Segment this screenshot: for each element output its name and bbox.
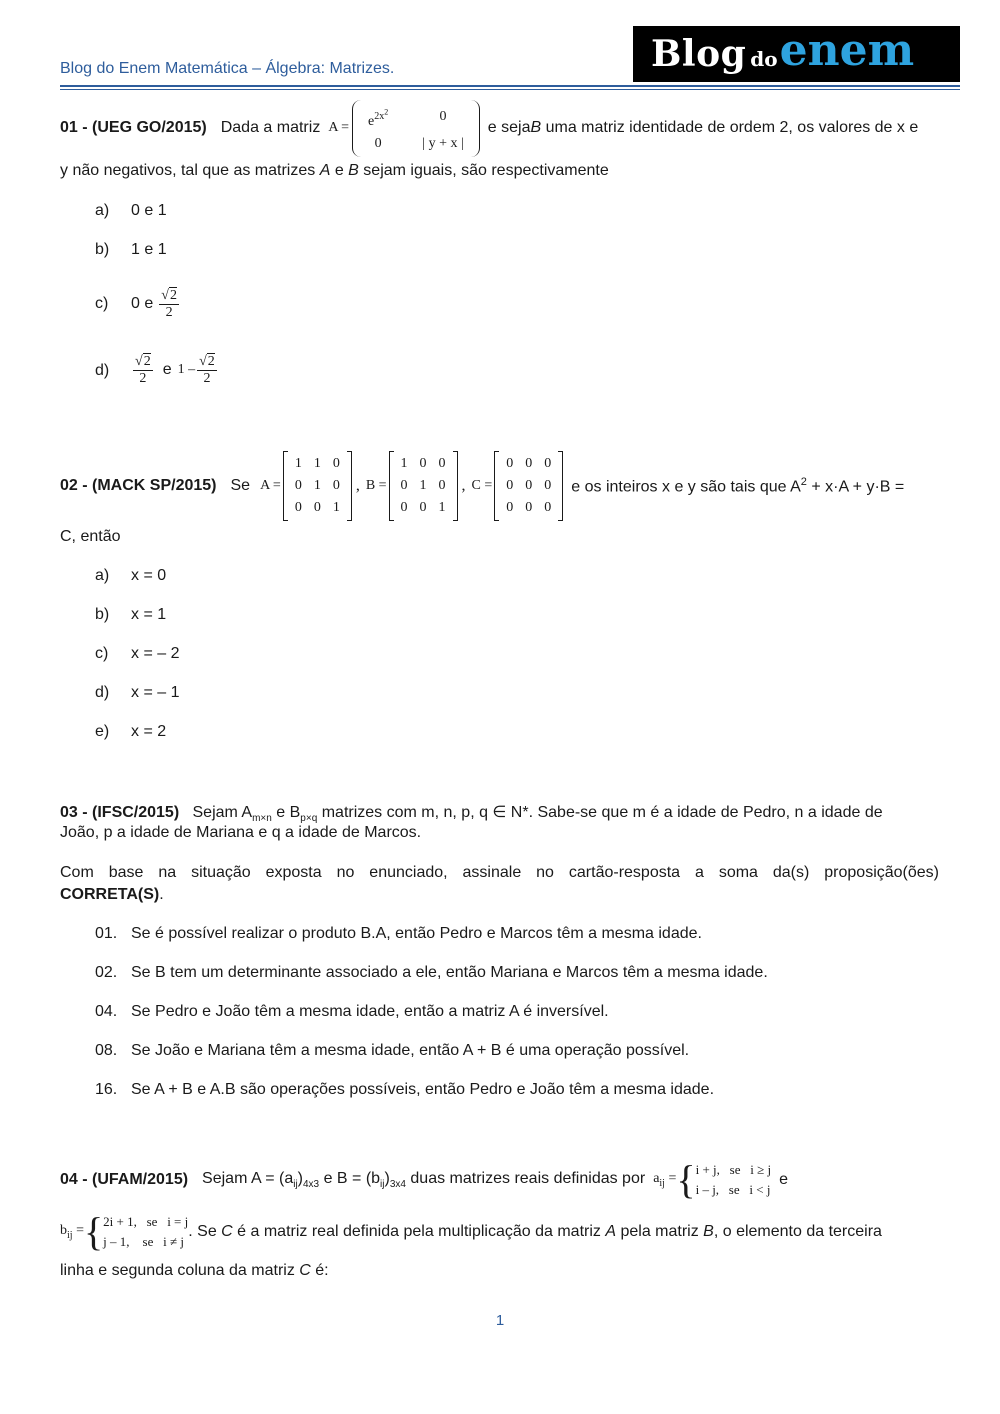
q2-tag: 02 - (MACK SP/2015) [60,477,217,494]
q1-statement-line1 [60,104,960,152]
q4-text-2: . Se C é a matriz real definida pela multiplicação da matriz A pela matriz B, o elemento da terceira [188,1223,882,1240]
q1-option-c-fraction: $\frac{√2}{2}$ [161,288,177,320]
q4-statement-line2 [60,1208,882,1256]
q3-prop-04-text[interactable]: Se Pedro e João têm a mesma idade, então a matriz A é inversível. [131,1003,609,1020]
q1-tag: 01 - (UEG GO/2015) [60,119,207,136]
q1-b-var: B [530,119,542,136]
q1-matrix-label: A = [328,120,350,135]
q1-m12: 0 [439,109,447,124]
q1-intro: Dada a matriz [220,119,321,136]
q3-prop-01-text[interactable]: Se é possível realizar o produto B.A, então Pedro e Marcos têm a mesma idade. [131,925,702,942]
q2-option-b-label[interactable]: b) [95,606,110,623]
q3-prop-16-num[interactable]: 16. [95,1081,118,1098]
q2-option-c-text[interactable]: x = – 2 [131,645,180,662]
q3-statement-line1: 03 - (IFSC/2015) Sejam $A_{m\times n}$ e $B_{p\times q}$ matrizes com m, n, p, q ∈ N*. Sabe-se que m é a idade de Pedro, n a idade de [60,804,883,825]
q1-option-a-text[interactable]: 0 e 1 [131,202,167,219]
q4-bij-cases: 2i + 1, se i = j j – 1, se i ≠ j [103,1214,189,1249]
blog-do-enem-logo[interactable] [633,26,960,82]
q4-statement-line1 [60,1156,788,1204]
q1-option-d-fraction1: $\frac{√2}{2}$ [135,354,151,386]
q1-matrix-a [352,100,480,157]
q2-statement-line1 [60,452,960,520]
q3-prop-08-num[interactable]: 08. [95,1042,118,1059]
q4-text-1: Sejam $A = (a_{ij})_{4x3}$ e $B = (b_{ij})_{3x4}$ duas matrizes reais definidas por [202,1169,646,1191]
q1-m22: | y + x | [422,135,464,151]
q2-option-e-text[interactable]: x = 2 [131,723,167,740]
q2-statement-line2: C, então [60,528,121,545]
q2-comma-1: , [355,477,360,494]
q3-prop-04-num[interactable]: 04. [95,1003,118,1020]
q1-option-d-text: e [162,361,172,378]
q3-prop-16-text[interactable]: Se A + B e A.B são operações possíveis, então Pedro e João têm a mesma idade. [131,1081,715,1098]
q3-prop-02-num[interactable]: 02. [95,964,118,981]
q2-matrix-a: 1 1 0 0 1 0 0 0 1 [283,451,352,521]
q2-matrix-c: 0 0 0 0 0 0 0 0 0 [494,451,563,521]
q2-option-a-text[interactable]: x = 0 [131,567,167,584]
q4-statement-line3: linha e segunda coluna da matriz C é: [60,1262,329,1279]
q1-m11: $e^{2x^2}$ [368,107,389,129]
q2-a-label: A = [260,478,281,493]
q3-statement-line2: João, p a idade de Mariana e q a idade de Marcos. [60,824,422,841]
q2-comma-2: , [461,477,466,494]
q1-option-a-label[interactable]: a) [95,202,110,219]
logo-enem-text: enem [779,24,915,76]
q2-option-a-label[interactable]: a) [95,567,110,584]
q2-c-label: C = [471,478,493,493]
q3-tag: 03 - (IFSC/2015) [60,804,180,821]
q1-mid1: e seja [487,119,531,136]
q2-b-label: B = [365,478,387,493]
q2-option-d-label[interactable]: d) [95,684,110,701]
q3-instructions: Com base na situação exposta no enunciado, assinale no cartão-resposta a soma da(s) proposição(ões) [60,864,939,881]
header-rule [60,85,960,87]
q4-aij-cases: i + j, se i ≥ j i – j, se i < j [695,1162,772,1197]
logo-blog-text: Blog [651,33,747,75]
q2-matrix-b: 1 0 0 0 1 0 0 0 1 [389,451,458,521]
q3-instructions-end: CORRETA(S). [60,886,164,903]
q1-statement-line2: y não negativos, tal que as matrizes A e B sejam iguais, são respectivamente [60,162,609,179]
q2-option-e-label[interactable]: e) [95,723,110,740]
page-header-title: Blog do Enem Matemática – Álgebra: Matrizes. [60,60,395,77]
q1-option-c[interactable] [131,283,179,325]
logo-do-text: do [750,47,778,71]
q1-option-b-label[interactable]: b) [95,241,110,258]
q3-prop-01-num[interactable]: 01. [95,925,118,942]
q4-e: e [779,1171,788,1188]
q4-bij-def: $b_{ij}$ = [60,1223,84,1241]
q2-se: Se [230,477,251,494]
q1-option-d-label[interactable]: d) [95,362,110,379]
q3-prop-02-text[interactable]: Se B tem um determinante associado a ele, então Mariana e Marcos têm a mesma idade. [131,964,768,981]
q1-option-d[interactable] [133,349,217,391]
q1-option-c-text: 0 e [131,295,154,312]
q2-option-b-text[interactable]: x = 1 [131,606,167,623]
page-number: 1 [495,1312,505,1329]
q1-mid2: uma matriz identidade de ordem 2, os valores de x e [541,119,919,136]
q2-option-c-label[interactable]: c) [95,645,109,662]
q4-aij-def: $a_{ij}$ = [653,1171,677,1189]
q1-option-d-one-minus: 1 – [177,362,196,377]
q2-option-d-text[interactable]: x = – 1 [131,684,180,701]
q1-m21: 0 [374,135,382,151]
q4-aij-brace: { [676,1157,696,1202]
header-rule-thin [60,89,960,90]
q1-option-d-fraction2: $\frac{√2}{2}$ [199,354,215,386]
q4-bij-brace: { [83,1209,104,1254]
q1-option-c-label[interactable]: c) [95,295,109,312]
q1-option-b-text[interactable]: 1 e 1 [131,241,167,258]
q3-prop-08-text[interactable]: Se João e Mariana têm a mesma idade, então A + B é uma operação possível. [131,1042,690,1059]
q2-tail: e os inteiros x e y são tais que $A^2 + x\cdot A + y\cdot B$ = [571,475,905,496]
q4-tag: 04 - (UFAM/2015) [60,1171,189,1188]
